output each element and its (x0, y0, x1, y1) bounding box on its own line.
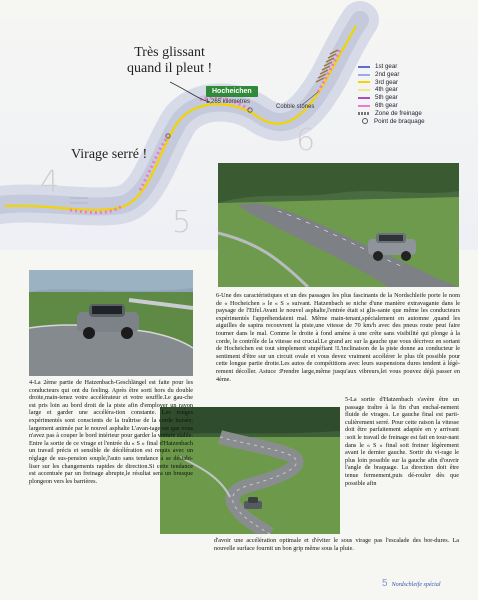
swatch-icon (358, 66, 370, 68)
paragraph-4: 4-La 2ème partie de Hatzenbach-Geschlängel est faite pour les conducteurs qui ont du feeling. Après être sorti hors du double droite,main-tenez votre accélérateur et votre souffle.Le gau-che est pris loin au bord droit de la piste afin d'employer un rayon large et garder une accéléra-tion constante. Les rouges expérimentés sont conscients de la traîtrise de la corde boisée; largement animée par le nouvel asphalte L'avan-tage est que vous n'avez pas à couper le bord intérieur pour garder la voiture stable. Entre la sortie de ce virage et l'entrée du « S » final d'Hatzenbach un travail précis et sensible de décélération est requis avec un réglage de sus-pension souple,l'auto sans tendance à se déstabi-liser sur les changements rapides de direction.Si cette tendance est accentuée par un freinage abrupte,le résultat sera un brusque plongeon vers les barrières. (29, 379, 193, 485)
photo-hocheichen-car (218, 163, 459, 287)
distance-label: 1,265 kilometres (206, 99, 251, 105)
gear-legend (358, 63, 474, 125)
legend-row-braking-zone (358, 110, 474, 118)
slippery-callout-line1: Très glissant (134, 45, 205, 60)
slippery-callout (127, 45, 212, 77)
legend-label: 6th gear (375, 101, 398, 109)
legend-row-1st (358, 63, 474, 71)
page-number: 5 (382, 578, 388, 589)
legend-row-braking-point (358, 118, 474, 126)
swatch-icon (358, 74, 370, 76)
marker-6: 6 (296, 123, 316, 158)
slippery-callout-line2: quand il pleut ! (127, 61, 213, 76)
swatch-icon (358, 89, 370, 91)
legend-row-3rd (358, 79, 474, 87)
braking-point-icon (362, 118, 368, 124)
swatch-icon (358, 81, 370, 83)
cobble-stones-label: Cobble stones (276, 104, 315, 110)
legend-row-6th (358, 102, 474, 110)
legend-label: 1st gear (375, 63, 398, 70)
page-footer (382, 578, 441, 589)
paragraph-5: 5-La sortie d'Hatzenbach s'avère être un passage traître à la fin d'un enchaî-nement fluide de virages. Le gauche final est parti-culièrement serré. Pour cette raison la vitesse doit être parfaitement adaptée en y arrivant :soit le travail de freinage est fait en tour-nant dans le « S » final soit freiner légèrement avant le dernier gauche. Sortir du vi-rage le plus loin possible sur la gauche afin d'ouvrir l'angle de braquage. La direction doit être tenue fermement,puis dé-rouler dès que possible afin (345, 396, 459, 487)
legend-label: Point de braquage (374, 117, 425, 125)
swatch-icon (358, 105, 370, 107)
braking-zone-icon (358, 112, 370, 115)
legend-row-4th (358, 86, 474, 94)
paragraph-5-continued: d'avoir une accélération optimale et d'éviter le sous virage pas l'escalade des bor-dures. La nouvelle surface fournit un bon grip même sous la pluie. (214, 537, 459, 552)
legend-row-2nd (358, 71, 474, 79)
legend-label: 5th gear (375, 94, 398, 102)
section-name: Nordschleife spécial (391, 582, 441, 588)
photo-hatzenbach-car (29, 270, 193, 376)
legend-label: Zone de freinage (375, 109, 422, 117)
legend-label: 3rd gear (375, 78, 399, 86)
legend-row-5th (358, 94, 474, 102)
tight-turn-callout: Virage serré ! (71, 147, 148, 162)
legend-label: 2nd gear (375, 70, 400, 78)
swatch-icon (358, 97, 370, 99)
marker-5: 5 (172, 205, 192, 240)
place-sign: Hocheichen (206, 86, 258, 97)
paragraph-6: 6-Une des caractéristiques et un des passages les plus fascinants de la Nordschleife porte le nom de « Hocheichen » le « S » suivant. Hatzenbach se niche d'une manière extravagante dans le paysage de l'Eifel.Avant le nouvel asphalte,l'entrée était si glis-sante que même les conducteurs expérimentés l'appréhendaient mal. Même main-tenant,spécialement en automne ,quand les aiguilles de sapins recouvrent la piste,une vitesse de 70 km/h avec des pneus route peut faire tourner dans le mal. Comme le droite à fond amène à une crête sans visibilité qui plonge à la corde, le contrôle de la vitesse est crucial.Le grand arc sur la gauche que vous décrivez en sortant de Hocheichen est tout simplement stupéfiant !L'inclinaison de la piste donne au conducteur le sentiment d'être sur un circuit ovale et vous devez vraiment accélérer le plus tôt possible pour cette longue partie droite.Les autos de compétitions avec leurs suspensions dures tendent à légè-rement décoller. Astuce :Prendre large,même jusqu'aux vibreurs,lei vous pouvez déjà passer en 4ème. (216, 292, 460, 383)
legend-label: 4th gear (375, 86, 398, 94)
marker-4: 4 (40, 165, 60, 200)
